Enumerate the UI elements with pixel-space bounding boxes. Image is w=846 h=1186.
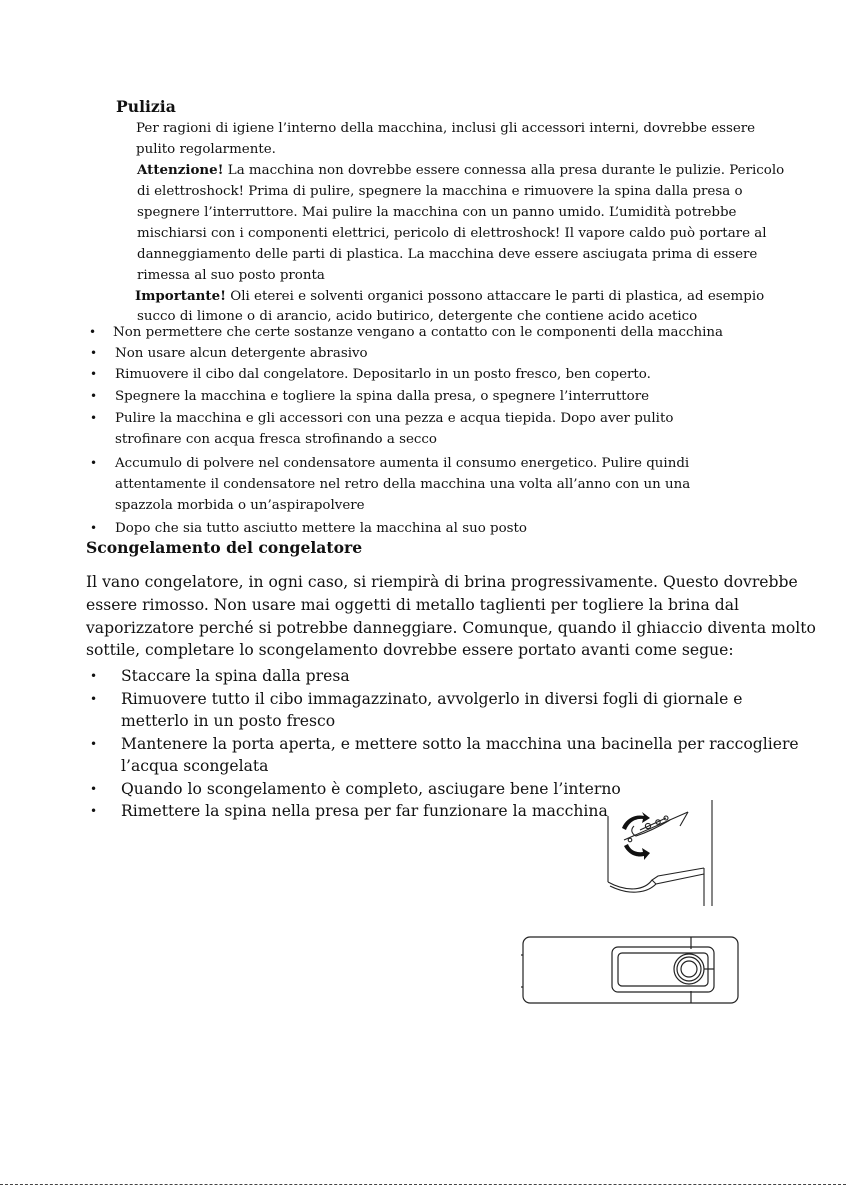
section-heading-scongelamento: Scongelamento del congelatore (86, 538, 363, 557)
scongelamento-paragraph-line: vaporizzatore perché si potrebbe danneggiare. Comunque, quando il ghiaccio diventa molto (86, 619, 816, 637)
page-footer-rule (0, 1184, 846, 1185)
bullet-symbol: • (90, 346, 98, 360)
bullet-symbol: • (90, 737, 98, 751)
list-item: Mantenere la porta aperta, e mettere sotto la macchina una bacinella per raccogliere (121, 735, 799, 753)
important-text-line: succo di limone o di arancio, acido butirico, detergente che contiene acido acetico (137, 309, 698, 324)
list-item-continuation: attentamente il condensatore nel retro della macchina una volta all’anno con un una (115, 477, 691, 492)
important-note (135, 286, 764, 307)
bullet-symbol: • (90, 804, 98, 818)
list-item: Dopo che sia tutto asciutto mettere la macchina al suo posto (115, 521, 527, 536)
important-text: Oli eterei e solventi organici possono attaccare le parti di plastica, ad esempio (225, 289, 765, 304)
bullet-symbol: • (90, 411, 98, 425)
list-item: Pulire la macchina e gli accessori con una pezza e acqua tiepida. Dopo aver pulito (115, 411, 674, 426)
attention-note (137, 160, 784, 181)
list-item: Rimettere la spina nella presa per far funzionare la macchina (121, 802, 608, 820)
list-item: Accumulo di polvere nel condensatore aumenta il consumo energetico. Pulire quindi (115, 456, 690, 471)
bullet-symbol: • (90, 782, 98, 796)
attention-text-line: spegnere l’interruttore. Mai pulire la macchina con un panno umido. L’umidità potrebbe (137, 205, 737, 220)
scongelamento-paragraph-line: sottile, completare lo scongelamento dovrebbe essere portato avanti come segue: (86, 641, 734, 659)
pulizia-intro-line: pulito regolarmente. (136, 142, 276, 157)
list-item: Rimuovere il cibo dal congelatore. Depositarlo in un posto fresco, ben coperto. (115, 367, 651, 382)
important-label: Importante! (135, 288, 226, 304)
list-item: Staccare la spina dalla presa (121, 667, 350, 685)
bullet-symbol: • (90, 692, 98, 706)
scongelamento-paragraph-line: Il vano congelatore, in ogni caso, si riempirà di brina progressivamente. Questo dovrebbe (86, 573, 798, 591)
list-item: Spegnere la macchina e togliere la spina dalla presa, o spegnere l’interruttore (115, 389, 650, 404)
bullet-symbol: • (90, 521, 98, 535)
attention-text: La macchina non dovrebbe essere connessa alla presa durante le pulizie. Pericolo (223, 163, 785, 178)
scongelamento-paragraph-line: essere rimosso. Non usare mai oggetti di metallo taglienti per togliere la brina dal (86, 596, 740, 614)
bullet-symbol: • (90, 367, 98, 381)
list-item: Rimuovere tutto il cibo immagazzinato, avvolgerlo in diversi fogli di giornale e (121, 690, 743, 708)
bullet-symbol: • (90, 389, 98, 403)
attention-text-line: di elettroshock! Prima di pulire, spegnere la macchina e rimuovere la spina dalla presa o (137, 184, 743, 199)
list-item-continuation: metterlo in un posto fresco (121, 712, 336, 730)
list-item: Non permettere che certe sostanze vengano a contatto con le componenti della macchina (113, 325, 724, 340)
bullet-symbol: • (90, 669, 98, 683)
list-item-continuation: spazzola morbida o un’aspirapolvere (115, 498, 365, 513)
attention-text-line: danneggiamento delle parti di plastica. La macchina deve essere asciugata prima di essere (137, 247, 758, 262)
attention-text-line: rimessa al suo posto pronta (137, 268, 325, 283)
drain-plug-icon (520, 935, 742, 1007)
section-heading-pulizia: Pulizia (116, 97, 176, 116)
list-item-continuation: strofinare con acqua fresca strofinando a secco (115, 432, 437, 447)
list-item: Quando lo scongelamento è completo, asciugare bene l’interno (121, 780, 621, 798)
thermostat-knob-icon (600, 796, 716, 912)
bullet-symbol: • (90, 456, 98, 470)
attention-text-line: mischiarsi con i componenti elettrici, pericolo di elettroshock! Il vapore caldo può portare al (137, 226, 767, 241)
pulizia-intro-line: Per ragioni di igiene l’interno della macchina, inclusi gli accessori interni, dovrebbe essere (136, 121, 756, 136)
attention-label: Attenzione! (137, 162, 224, 178)
list-item-continuation: l’acqua scongelata (121, 757, 269, 775)
bullet-symbol: • (89, 325, 97, 339)
list-item: Non usare alcun detergente abrasivo (115, 346, 368, 361)
